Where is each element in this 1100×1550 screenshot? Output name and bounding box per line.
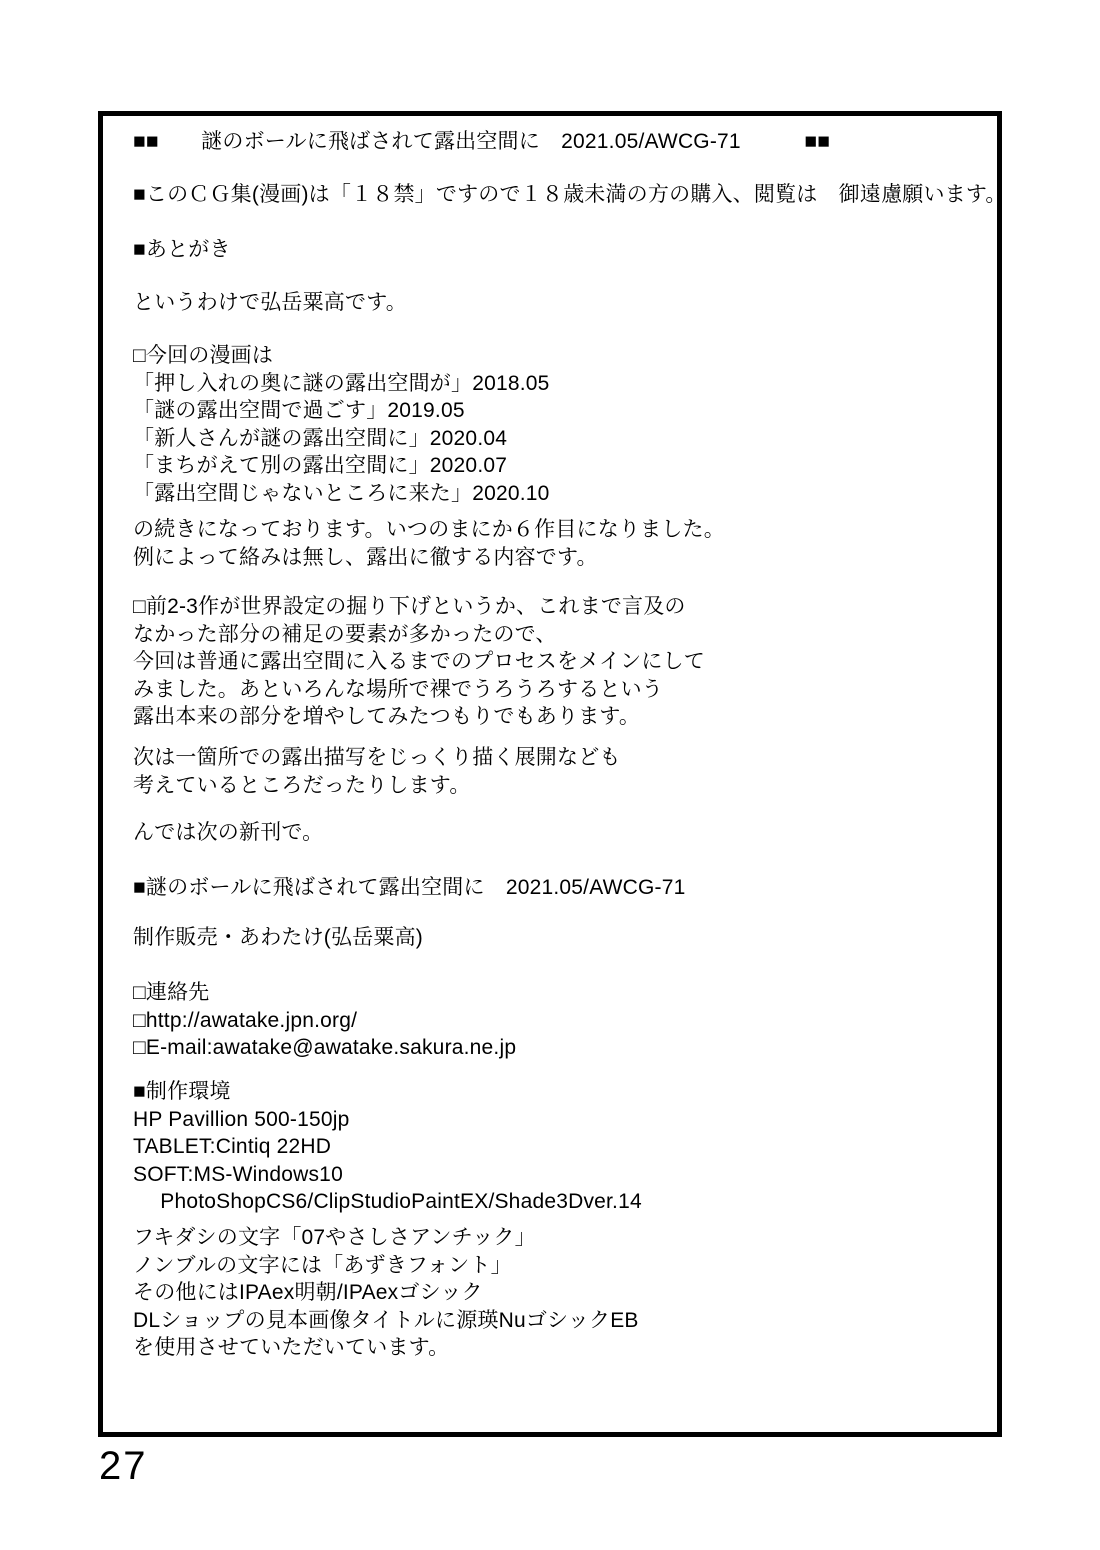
page-number: 27 <box>99 1444 148 1488</box>
text-line: ■このＣＧ集(漫画)は「１８禁」ですので１８歳未満の方の購入、閲覧は 御遠慮願います。 <box>133 183 1007 206</box>
text-line: の続きになっております。いつのまにか６作目になりました。 <box>133 518 725 541</box>
text-line: その他にはIPAex明朝/IPAexゴシック <box>133 1281 483 1304</box>
closing <box>133 819 987 847</box>
contact-info <box>133 979 987 1062</box>
text-line: というわけで弘岳粟高です。 <box>133 291 407 314</box>
current-manga-series <box>133 342 987 507</box>
text-line: TABLET:Cintiq 22HD <box>133 1135 332 1158</box>
afterword-heading <box>133 236 987 264</box>
production-notes <box>133 593 987 731</box>
series-continuation <box>133 516 987 571</box>
book-title-footer <box>133 874 987 902</box>
text-line: フキダシの文字「07やさしさアンチック」 <box>133 1226 536 1249</box>
text-line: 考えているところだったりします。 <box>133 773 471 797</box>
text-line: ■謎のボールに飛ばされて露出空間に 2021.05/AWCG-71 <box>133 876 686 899</box>
text-line: 「露出空間じゃないところに来た」2020.10 <box>133 481 550 505</box>
age-warning <box>133 181 1007 209</box>
text-line: □今回の漫画は <box>133 344 274 367</box>
text-line: 次は一箇所での露出描写をじっくり描く展開なども <box>133 746 621 769</box>
text-line: 例によって絡みは無し、露出に徹する内容です。 <box>133 545 598 569</box>
greeting <box>133 289 987 317</box>
text-line: みました。あといろんな場所で裸でうろうろするという <box>133 677 663 701</box>
text-line: ノンブルの文字には「あずきフォント」 <box>133 1253 512 1277</box>
text-line: 制作販売・あわたけ(弘岳粟高) <box>133 926 423 949</box>
text-line: 「まちがえて別の露出空間に」2020.07 <box>133 454 508 477</box>
text-line: 「押し入れの奥に謎の露出空間が」2018.05 <box>133 371 550 395</box>
text-line: SOFT:MS-Windows10 <box>133 1162 343 1186</box>
contact-url: □http://awatake.jpn.org/ <box>133 1008 358 1032</box>
text-line: なかった部分の補足の要素が多かったので、 <box>133 622 557 646</box>
text-line: 露出本来の部分を増やしてみたつもりでもあります。 <box>133 705 641 728</box>
text-line: ■■ 謎のボールに飛ばされて露出空間に 2021.05/AWCG-71 ■■ <box>133 130 831 153</box>
fonts-used <box>133 1224 987 1362</box>
text-line: ■制作環境 <box>133 1080 231 1103</box>
production-environment <box>133 1078 987 1216</box>
text-line: 「新人さんが謎の露出空間に」2020.04 <box>133 426 508 450</box>
header-title <box>133 128 987 156</box>
contact-email: □E-mail:awatake@awatake.sakura.ne.jp <box>133 1036 517 1059</box>
text-line: DLショップの見本画像タイトルに源瑛NuゴシックEB <box>133 1308 639 1332</box>
text-line: PhotoShopCS6/ClipStudioPaintEX/Shade3Dver.14 <box>133 1190 642 1213</box>
page-frame <box>98 111 1007 1437</box>
text-line: HP Pavillion 500-150jp <box>133 1107 350 1131</box>
text-line: ■あとがき <box>133 238 231 261</box>
text-line: を使用させていただいています。 <box>133 1336 450 1359</box>
next-plans <box>133 744 987 799</box>
text-line: 今回は普通に露出空間に入るまでのプロセスをメインにして <box>133 650 705 673</box>
text-line: んでは次の新刊で。 <box>133 821 324 844</box>
production-credit <box>133 924 987 952</box>
text-line: 「謎の露出空間で過ごす」2019.05 <box>133 399 465 422</box>
text-line: □連絡先 <box>133 981 210 1004</box>
text-line: □前2-3作が世界設定の掘り下げというか、これまで言及の <box>133 595 686 618</box>
